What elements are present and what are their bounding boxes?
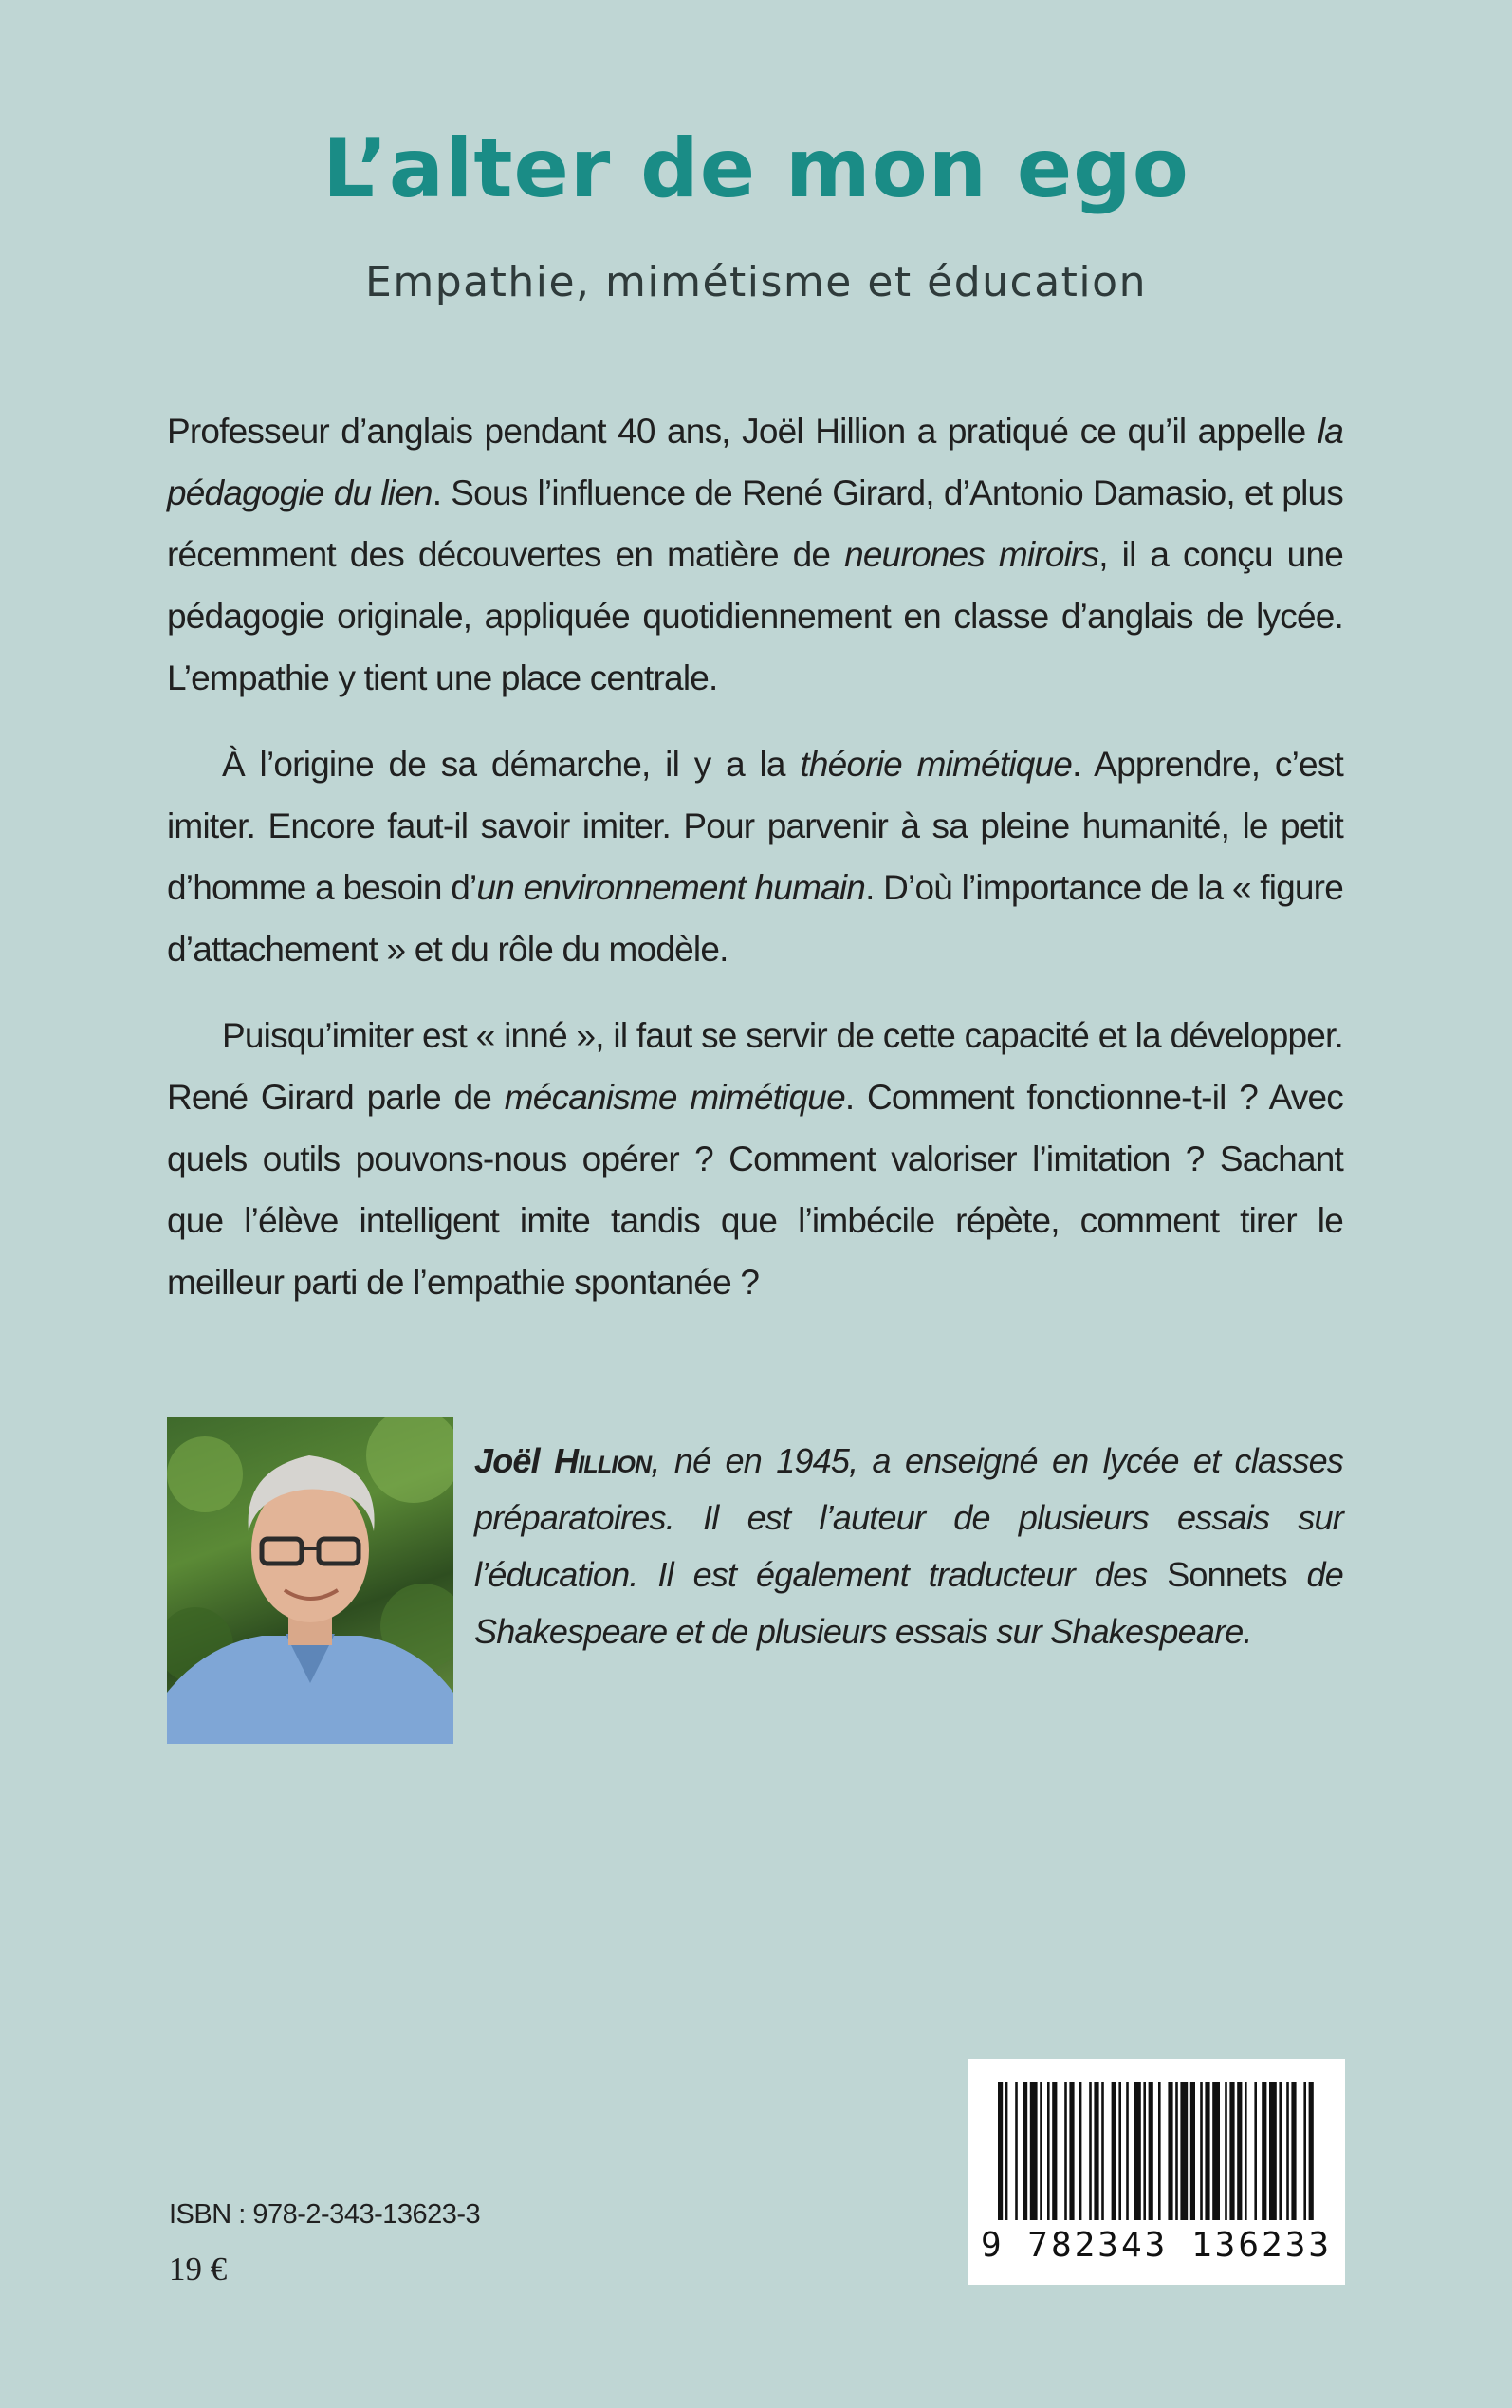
barcode-bar xyxy=(1064,2082,1067,2220)
barcode xyxy=(968,2059,1345,2285)
isbn-label: ISBN : 978-2-343-13623-3 xyxy=(169,2199,481,2230)
barcode-bar xyxy=(1079,2082,1082,2220)
barcode-bar xyxy=(1005,2082,1008,2220)
book-subtitle: Empathie, mimétisme et éducation xyxy=(365,258,1147,306)
author-bio: Joël Hillion, né en 1945, a enseigné en lycée et classes préparatoires. Il est l’auteur de plusieurs essais sur l’éducation. Il est également traducteur des Sonnets de Shakespeare et de plusieurs essais sur Shakespeare. xyxy=(474,1441,1343,1651)
barcode-bar xyxy=(1303,2082,1306,2220)
barcode-bar xyxy=(1030,2082,1038,2220)
barcode-bar xyxy=(1190,2082,1195,2220)
barcode-bar xyxy=(1015,2082,1018,2220)
barcode-bar xyxy=(1112,2082,1116,2220)
barcode-bar xyxy=(1149,2082,1153,2220)
barcode-bar xyxy=(1168,2082,1172,2220)
barcode-bar xyxy=(1052,2082,1057,2220)
barcode-bar xyxy=(1205,2082,1209,2220)
author-last-name: Hillion xyxy=(554,1441,652,1480)
barcode-bar xyxy=(1279,2082,1282,2220)
author-photo xyxy=(167,1417,453,1744)
barcode-digits: 9 782343 136233 xyxy=(980,2226,1333,2265)
barcode-bar xyxy=(1254,2082,1257,2220)
barcode-bar xyxy=(1023,2082,1027,2220)
barcode-bar xyxy=(1262,2082,1266,2220)
barcode-bar xyxy=(1180,2082,1188,2220)
barcode-bar xyxy=(1101,2082,1104,2220)
barcode-bar xyxy=(1158,2082,1161,2220)
barcode-bar xyxy=(1309,2082,1314,2220)
barcode-bar xyxy=(1040,2082,1042,2220)
barcode-bar xyxy=(1126,2082,1129,2220)
barcode-bar xyxy=(1200,2082,1203,2220)
barcode-bar xyxy=(1089,2082,1092,2220)
barcode-bar xyxy=(1175,2082,1178,2220)
barcode-bar xyxy=(1229,2082,1234,2220)
blurb-paragraph-1: Professeur d’anglais pendant 40 ans, Joël Hillion a pratiqué ce qu’il appelle la pédagogie du lien. Sous l’influence de René Girard, d’Antonio Damasio, et plus récemment des découvertes en matière de neurones miroirs, il a conçu une pédagogie originale, appliquée quotidiennement en classe d’anglais de lycée. L’empathie y tient une place centrale. xyxy=(167,412,1344,697)
author-portrait-image xyxy=(167,1417,453,1744)
price-label: 19 € xyxy=(169,2251,228,2288)
barcode-bar xyxy=(1069,2082,1074,2220)
barcode-bars xyxy=(968,2059,1345,2230)
blurb-paragraph-3: Puisqu’imiter est « inné », il faut se servir de cette capacité et la développer. René Girard parle de mécanisme mimétique. Comment fonctionne-t-il ? Avec quels outils pouvons-nous opérer ? Comment valoriser l’imitation ? Sachant que l’élève intelligent imite tandis que l’imbécile répète, comment tirer le meilleur parti de l’empathie spontanée ? xyxy=(167,1016,1343,1302)
book-title: L’alter de mon ego xyxy=(323,121,1189,216)
barcode-bar xyxy=(1118,2082,1121,2220)
barcode-bar xyxy=(1143,2082,1146,2220)
barcode-bar xyxy=(1269,2082,1277,2220)
barcode-bar xyxy=(1212,2082,1220,2220)
barcode-bar xyxy=(1094,2082,1098,2220)
blurb-paragraph-2: À l’origine de sa démarche, il y a la théorie mimétique. Apprendre, c’est imiter. Encore faut-il savoir imiter. Pour parvenir à sa pleine humanité, le petit d’homme a besoin d’un environnement humain. D’où l’importance de la « figure d’attachement » et du rôle du modèle. xyxy=(167,745,1344,969)
barcode-bar xyxy=(1245,2082,1247,2220)
blurb-text xyxy=(167,400,1343,1338)
barcode-bar xyxy=(1291,2082,1296,2220)
barcode-bar xyxy=(998,2082,1003,2220)
barcode-bar xyxy=(1225,2082,1227,2220)
barcode-bar xyxy=(1047,2082,1050,2220)
barcode-bar xyxy=(1134,2082,1141,2220)
barcode-bar xyxy=(1286,2082,1289,2220)
barcode-bar xyxy=(1237,2082,1242,2220)
